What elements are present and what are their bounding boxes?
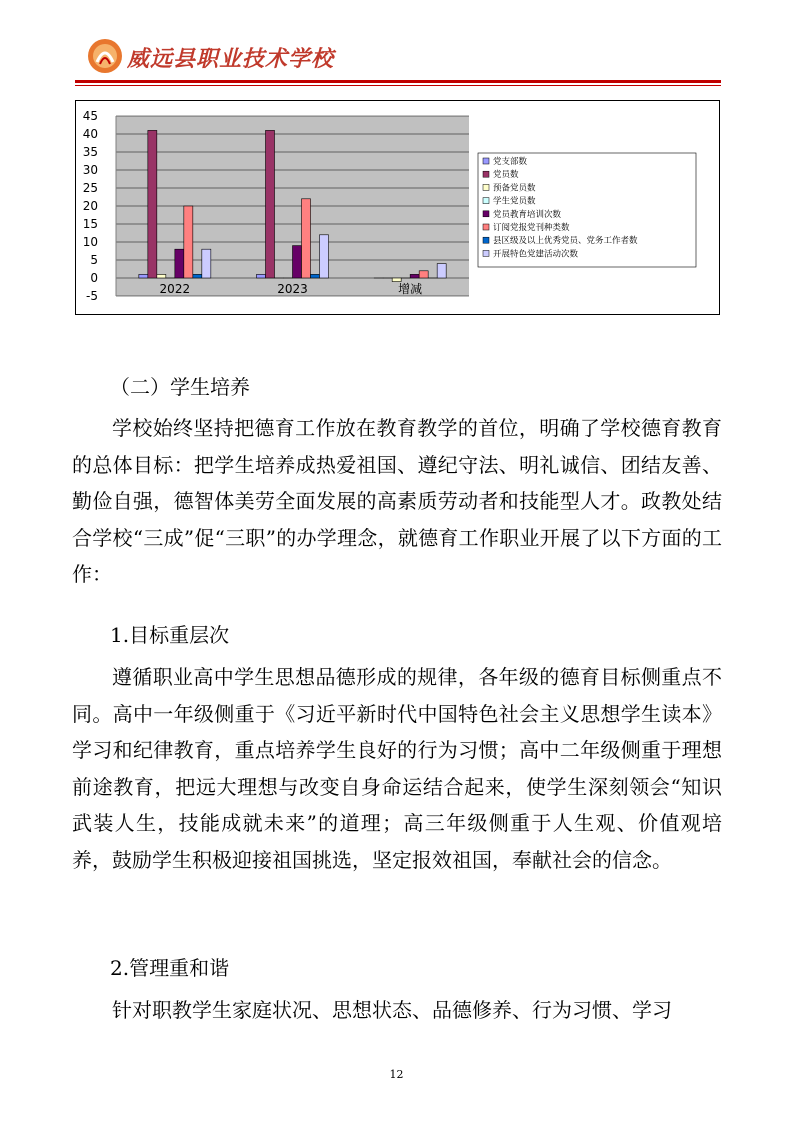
legend-label: 开展特色党建活动次数 bbox=[493, 249, 579, 260]
bar bbox=[437, 264, 446, 278]
section-heading: （二）学生培养 bbox=[110, 375, 250, 399]
page-number: 12 bbox=[389, 1068, 404, 1081]
legend-label: 预备党员数 bbox=[493, 183, 536, 194]
legend-swatch bbox=[483, 237, 489, 243]
x-tick-label: 2023 bbox=[277, 282, 308, 296]
bar bbox=[266, 130, 275, 278]
y-tick-label: 25 bbox=[82, 181, 98, 195]
bar bbox=[175, 249, 184, 278]
paragraph-2: 遵循职业高中学生思想品德形成的规律，各年级的德育目标侧重点不同。高中一年级侧重于《习近平新时代中国特色社会主义思想学生读本》学习和纪律教育，重点培养学生良好的行为习惯；高中二年级侧重于理想前途教育，把远大理想与改变自身命运结合起来，使学生深刻领会“知识武装人生，技能成就未来”的道理；高三年级侧重于人生观、价值观培养，鼓励学生积极迎接祖国挑选，坚定报效祖国，奉献社会的信念。 bbox=[72, 665, 722, 872]
bar bbox=[293, 246, 302, 278]
legend-swatch bbox=[483, 224, 489, 230]
y-tick-label: -5 bbox=[86, 289, 98, 303]
y-tick-label: 10 bbox=[82, 235, 98, 249]
subheading-1: 1.目标重层次 bbox=[110, 623, 230, 647]
header-rule bbox=[75, 80, 721, 83]
subheading-2: 2.管理重和谐 bbox=[110, 956, 230, 980]
y-tick-label: 40 bbox=[82, 127, 98, 141]
y-tick-label: 0 bbox=[90, 271, 98, 285]
bar bbox=[193, 274, 202, 278]
legend-label: 党员数 bbox=[493, 170, 519, 181]
bar bbox=[311, 274, 320, 278]
x-tick-label: 增减 bbox=[398, 282, 423, 296]
legend-swatch bbox=[483, 250, 489, 256]
legend-label: 县区级及以上优秀党员、党务工作者数 bbox=[493, 236, 638, 247]
y-tick-label: 15 bbox=[82, 217, 98, 231]
legend-label: 党员教育培训次数 bbox=[493, 209, 562, 220]
page-header bbox=[75, 28, 721, 86]
legend-label: 学生党员数 bbox=[493, 196, 536, 207]
chart-canvas bbox=[76, 101, 719, 314]
legend-swatch bbox=[483, 184, 489, 190]
school-name: 威远县职业技术学校 bbox=[127, 47, 335, 72]
legend-swatch bbox=[483, 171, 489, 177]
legend-swatch bbox=[483, 211, 489, 217]
bar bbox=[184, 206, 193, 278]
paragraph-1: 学校始终坚持把德育工作放在教育教学的首位，明确了学校德育教育的总体目标：把学生培养成热爱祖国、遵纪守法、明礼诚信、团结友善、勤俭自强，德智体美劳全面发展的高素质劳动者和技能型人才。政教处结合学校“三成”促“三职”的办学理念，就德育工作职业开展了以下方面的工作： bbox=[72, 416, 722, 586]
legend-label: 订阅党报党刊种类数 bbox=[493, 223, 570, 233]
x-tick-label: 2022 bbox=[159, 282, 191, 296]
y-tick-label: 5 bbox=[90, 253, 98, 267]
bar bbox=[320, 235, 329, 278]
bar bbox=[419, 271, 428, 278]
school-logo-icon bbox=[87, 38, 123, 74]
y-tick-label: 45 bbox=[82, 109, 98, 123]
bar bbox=[257, 274, 266, 278]
bar bbox=[410, 274, 419, 278]
header-rule-thin bbox=[75, 85, 721, 86]
paragraph-3: 针对职教学生家庭状况、思想状态、品德修养、行为习惯、学习 bbox=[112, 998, 672, 1022]
y-tick-label: 35 bbox=[82, 145, 98, 159]
legend-swatch bbox=[483, 198, 489, 204]
bar bbox=[302, 199, 311, 278]
y-tick-label: 30 bbox=[82, 163, 98, 177]
bar bbox=[202, 249, 211, 278]
bar bbox=[139, 274, 148, 278]
party-stats-chart bbox=[75, 100, 720, 315]
bar bbox=[148, 130, 157, 278]
legend-label: 党支部数 bbox=[493, 157, 528, 167]
legend-swatch bbox=[483, 158, 489, 164]
bar bbox=[157, 274, 166, 278]
y-tick-label: 20 bbox=[82, 199, 98, 213]
